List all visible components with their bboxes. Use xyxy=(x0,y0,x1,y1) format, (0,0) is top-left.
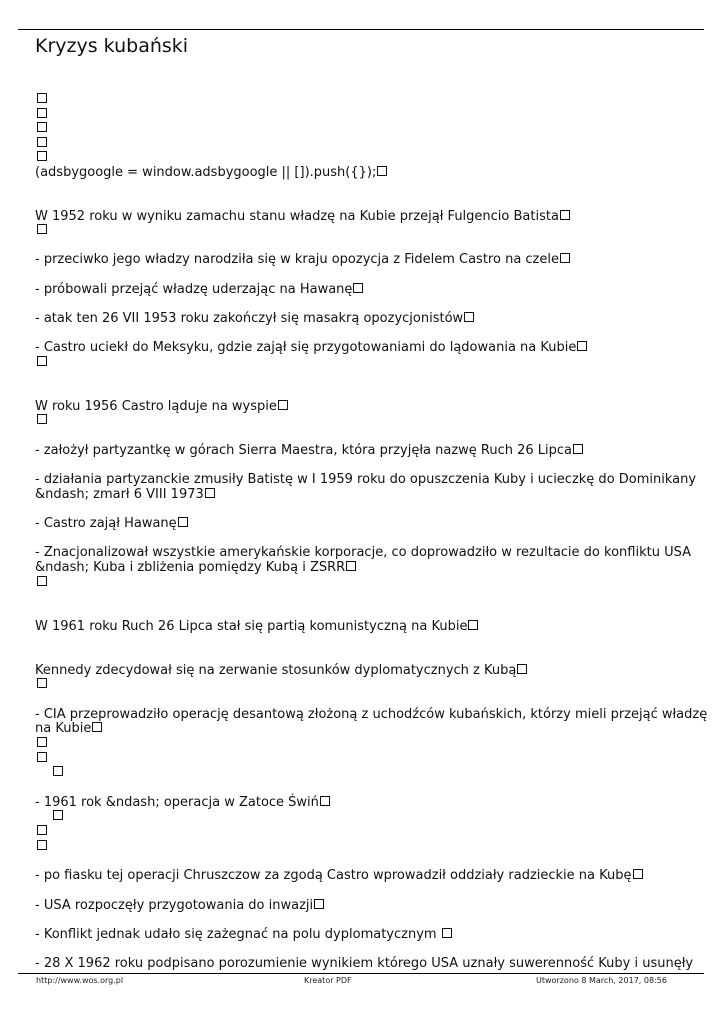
line-text: - atak ten 26 VII 1953 roku zakończył się masakrą opozycjonistów xyxy=(35,311,464,326)
top-rule xyxy=(18,29,704,30)
missing-glyph-box xyxy=(346,561,356,571)
line-text: - Castro zajął Hawanę xyxy=(35,516,177,531)
missing-glyph-box xyxy=(53,810,63,820)
text-line xyxy=(35,165,387,181)
missing-glyph-box xyxy=(320,796,330,806)
missing-glyph-box xyxy=(560,210,570,220)
missing-glyph-box xyxy=(517,664,527,674)
missing-glyph-box xyxy=(353,283,363,293)
bottom-rule xyxy=(18,973,704,974)
line-text: - założył partyzantkę w górach Sierra Maestra, która przyjęła nazwę Ruch 26 Lipca xyxy=(35,443,573,458)
missing-glyph-box xyxy=(178,517,188,527)
text-line xyxy=(35,472,696,488)
line-text: - CIA przeprowadziło operację desantową złożoną z uchodźców kubańskich, którzy mieli przejąć władzę xyxy=(35,707,708,722)
line-text: - Konflikt jednak udało się zażegnać na polu dyplomatycznym xyxy=(35,927,441,942)
glyph-line xyxy=(35,575,47,591)
missing-glyph-box xyxy=(468,620,478,630)
line-text: (adsbygoogle = window.adsbygoogle || []).push({}); xyxy=(35,165,377,180)
line-text: - Znacjonalizował wszystkie amerykańskie korporacje, co doprowadziło w rezultacie do konfliktu USA xyxy=(35,545,691,560)
missing-glyph-box xyxy=(633,869,643,879)
missing-glyph-box xyxy=(560,253,570,263)
missing-glyph-box xyxy=(92,722,102,732)
footer-created: Utworzono 8 March, 2017, 08:56 xyxy=(536,976,667,985)
line-text: - 28 X 1962 roku podpisano porozumienie wynikiem którego USA uznały suwerenność Kuby i usunęły xyxy=(35,956,694,971)
glyph-line xyxy=(35,751,47,767)
text-line xyxy=(35,545,691,561)
missing-glyph-box xyxy=(37,137,47,147)
text-line xyxy=(35,516,188,532)
glyph-line xyxy=(35,677,47,693)
line-text: W 1961 roku Ruch 26 Lipca stał się partią komunistyczną na Kubie xyxy=(35,619,468,634)
line-text: Kennedy zdecydował się na zerwanie stosunków dyplomatycznych z Kubą xyxy=(35,663,517,678)
line-text: W 1952 roku w wyniku zamachu stanu władzę na Kubie przejął Fulgencio Batista xyxy=(35,209,559,224)
text-line xyxy=(35,619,478,635)
line-text: - próbowali przejąć władzę uderzając na Hawanę xyxy=(35,282,353,297)
missing-glyph-box xyxy=(37,737,47,747)
glyph-line xyxy=(35,355,47,371)
text-line xyxy=(35,795,330,811)
glyph-line xyxy=(35,150,47,166)
glyph-line xyxy=(35,736,47,752)
glyph-line xyxy=(35,121,47,137)
missing-glyph-box xyxy=(37,825,47,835)
glyph-line xyxy=(35,223,47,239)
text-line xyxy=(35,868,643,884)
line-text: - 1961 rok &ndash; operacja w Zatoce Świń xyxy=(35,795,319,810)
missing-glyph-box xyxy=(442,928,452,938)
line-text: - Castro uciekł do Meksyku, gdzie zajął się przygotowaniami do lądowania na Kubie xyxy=(35,340,577,355)
text-line xyxy=(35,443,583,459)
missing-glyph-box xyxy=(314,899,324,909)
line-text: na Kubie xyxy=(35,721,92,736)
footer-url: http://www.wos.org.pl xyxy=(36,976,124,985)
glyph-line xyxy=(35,824,47,840)
missing-glyph-box xyxy=(464,312,474,322)
glyph-line xyxy=(35,413,47,429)
footer-generator: Kreator PDF xyxy=(304,976,352,985)
missing-glyph-box xyxy=(37,840,47,850)
text-line xyxy=(35,487,215,503)
glyph-line xyxy=(51,809,63,825)
missing-glyph-box xyxy=(37,151,47,161)
text-line xyxy=(35,252,570,268)
missing-glyph-box xyxy=(377,166,387,176)
missing-glyph-box xyxy=(37,752,47,762)
line-text: - po fiasku tej operacji Chruszczow za zgodą Castro wprowadził oddziały radzieckie na Kubę xyxy=(35,868,632,883)
text-line xyxy=(35,721,102,737)
text-line xyxy=(35,707,707,723)
text-line xyxy=(35,663,527,679)
text-line xyxy=(35,898,324,914)
text-line xyxy=(35,560,356,576)
missing-glyph-box xyxy=(577,341,587,351)
missing-glyph-box xyxy=(37,678,47,688)
line-text: - działania partyzanckie zmusiły Batistę w I 1959 roku do opuszczenia Kuby i ucieczkę do Dominikany xyxy=(35,472,697,487)
text-line xyxy=(35,340,587,356)
line-text: W roku 1956 Castro ląduje na wyspie xyxy=(35,399,277,414)
glyph-line xyxy=(51,765,63,781)
missing-glyph-box xyxy=(205,488,215,498)
missing-glyph-box xyxy=(37,356,47,366)
line-text: &ndash; zmarł 6 VIII 1973 xyxy=(35,487,204,502)
text-line xyxy=(35,399,288,415)
missing-glyph-box xyxy=(37,93,47,103)
text-line xyxy=(35,956,693,972)
missing-glyph-box xyxy=(573,444,583,454)
glyph-line xyxy=(35,92,47,108)
page-title: Kryzys kubański xyxy=(35,35,189,57)
line-text: - przeciwko jego władzy narodziła się w kraju opozycja z Fidelem Castro na czele xyxy=(35,252,559,267)
missing-glyph-box xyxy=(278,400,288,410)
missing-glyph-box xyxy=(37,414,47,424)
missing-glyph-box xyxy=(53,766,63,776)
missing-glyph-box xyxy=(37,576,47,586)
missing-glyph-box xyxy=(37,108,47,118)
missing-glyph-box xyxy=(37,224,47,234)
line-text: - USA rozpoczęły przygotowania do inwazji xyxy=(35,898,314,913)
text-line xyxy=(35,311,474,327)
text-line xyxy=(35,282,363,298)
text-line xyxy=(35,927,452,943)
glyph-line xyxy=(35,839,47,855)
text-line xyxy=(35,209,570,225)
missing-glyph-box xyxy=(37,122,47,132)
line-text: &ndash; Kuba i zbliżenia pomiędzy Kubą i ZSRR xyxy=(35,560,346,575)
